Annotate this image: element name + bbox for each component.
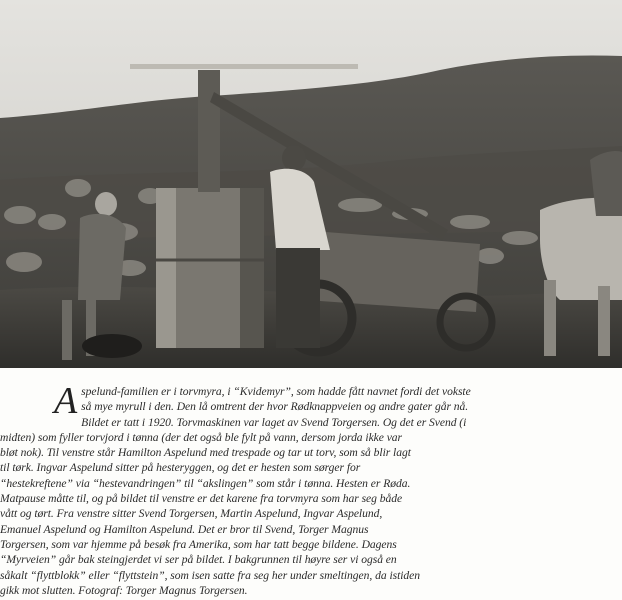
caption-line: “Myrveien” går bak steingjerdet vi ser på bildet. I bakgrunnen til høyre ser vi også en [0, 553, 397, 567]
caption-line: “hestekreftene” via “hestevandringen” til “akslingen” som står i tønna. Hesten er Røda. [0, 476, 411, 490]
caption-line: spelund-familien er i torvmyra, i “Kvidemyr”, som hadde fått navnet fordi det vokste [81, 385, 471, 398]
caption-drop-cap: A [54, 380, 78, 422]
caption-line: Torgersen, som var hjemme på besøk fra Amerika, som har tatt begge bildene. Dagens [0, 537, 397, 551]
caption-line: så mye myrull i den. Den lå omtrent der hvor Rødknappveien og andre gater går nå. [81, 400, 469, 414]
caption-line: Matpause måtte til, og på bildet til venstre er det karene fra torvmyra som har seg både [0, 492, 403, 506]
caption-line: vått og tørt. Fra venstre sitter Svend Torgersen, Martin Aspelund, Ingvar Aspelund, [0, 507, 383, 521]
caption-line: gikk mot slutten. Fotograf: Torger Magnus Torgersen. [0, 583, 248, 597]
caption-line: midten) som fyller torvjord i tønna (der det også ble fylt på vann, dersom jorda ikke var [0, 430, 403, 444]
caption-line: til tørk. Ingvar Aspelund sitter på hesteryggen, og det er hesten som sørger for [0, 461, 361, 475]
caption-line: såkalt “flyttblokk” eller “flyttstein”, som isen satte fra seg her under smeltingen, da istiden [0, 568, 421, 582]
caption-line: bløt nok). Til venstre står Hamilton Aspelund med trespade og tar ut torv, som så blir lagt [0, 446, 411, 460]
caption-line: Bildet er tatt i 1920. Torvmaskinen var laget av Svend Torgersen. Og det er Svend (i [81, 415, 467, 429]
caption-line: Emanuel Aspelund og Hamilton Aspelund. Det er bror til Svend, Torger Magnus [0, 522, 369, 536]
photo-caption [0, 380, 620, 598]
